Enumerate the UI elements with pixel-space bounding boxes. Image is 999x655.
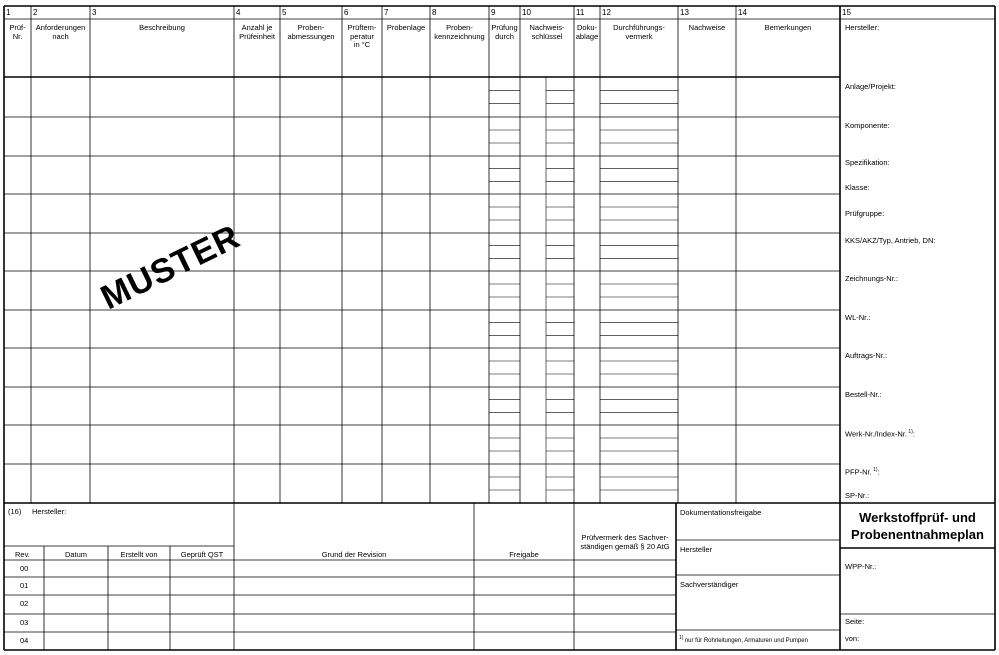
revision-row-00: 00 xyxy=(20,564,29,573)
right-panel-label-9: Auftrags-Nr.: xyxy=(845,351,888,360)
column-header-7: Probenlage xyxy=(386,23,426,32)
footnote-mark: 1) xyxy=(871,467,878,473)
column-number-2: 2 xyxy=(33,8,38,17)
column-header-2: Anforderungen nach xyxy=(35,23,86,41)
right-panel-label-2: Komponente: xyxy=(845,121,890,130)
column-header-10: Nachweis- schlüssel xyxy=(529,23,565,41)
right-panel-label-8: WL-Nr.: xyxy=(845,313,871,322)
column-header-9: Prüfung durch xyxy=(491,23,518,41)
label-colon: : xyxy=(912,429,915,439)
column-header-1: Prüf- Nr. xyxy=(9,23,26,41)
column-number-7: 7 xyxy=(384,8,389,17)
column-number-6: 6 xyxy=(344,8,349,17)
approval-dokumentationsfreigabe: Dokumentationsfreigabe xyxy=(680,508,762,517)
revision-row-02: 02 xyxy=(20,599,29,608)
revision-header-erstellt: Erstellt von xyxy=(120,550,158,559)
wpp-number-label: WPP-Nr.: xyxy=(845,562,877,571)
revision-row-03: 03 xyxy=(20,618,29,627)
revision-header-pruefvermerk: Prüfvermerk des Sachver- ständigen gemäß § 20 AtG xyxy=(580,533,670,551)
column-number-3: 3 xyxy=(92,8,97,17)
right-panel-label-11: Werk-Nr./Index-Nr. $^{1)}$: xyxy=(845,429,915,439)
page-label: Seite: xyxy=(845,617,865,626)
column-header-4: Anzahl je Prüfeinheit xyxy=(239,23,275,41)
muster-watermark: MUSTER xyxy=(95,217,247,318)
column-header-13: Nachweise xyxy=(688,23,726,32)
column-number-8: 8 xyxy=(432,8,437,17)
column-header-3: Beschreibung xyxy=(139,23,185,32)
column-header-11: Doku- ablage xyxy=(575,23,599,41)
revision-section-number: (16) xyxy=(8,507,22,516)
column-header-6: Prüftem- peratur in °C xyxy=(347,23,377,49)
column-number-4: 4 xyxy=(236,8,241,17)
label-colon: : xyxy=(877,467,880,477)
column-number-13: 13 xyxy=(680,8,689,17)
column-header-12: Durchführungs- vermerk xyxy=(613,23,665,41)
document-title: Werkstoffprüf- und Probenentnahmeplan xyxy=(851,510,984,542)
right-panel-label-7: Zeichnungs-Nr.: xyxy=(845,274,898,283)
footnote-mark: 1) xyxy=(906,429,913,435)
approval-sachverstaendiger: Sachverständiger xyxy=(680,580,739,589)
approval-footnote xyxy=(679,635,808,645)
column-number-15: 15 xyxy=(842,8,851,17)
right-panel-label-0: Hersteller: xyxy=(845,23,880,32)
revision-header-geprueft: Geprüft QST xyxy=(180,550,224,559)
approval-footnote-text: nur für Rohrleitungen, Armaturen und Pumpen xyxy=(684,638,808,644)
right-panel-label-5: Prüfgruppe: xyxy=(845,209,885,218)
right-panel-label-4: Klasse: xyxy=(845,183,870,192)
column-number-10: 10 xyxy=(522,8,531,17)
right-panel-label-13: SP-Nr.: xyxy=(845,491,870,500)
column-number-5: 5 xyxy=(282,8,287,17)
column-number-14: 14 xyxy=(738,8,747,17)
footnote-mark: 1) xyxy=(679,635,685,641)
revision-header-grund: Grund der Revision xyxy=(321,550,387,559)
right-panel-label-12: PFP-Nr. $^{1)}$: xyxy=(845,467,880,477)
right-panel-label-10: Bestell-Nr.: xyxy=(845,390,882,399)
right-panel-label-1: Anlage/Projekt: xyxy=(845,82,896,91)
revision-header-freigabe: Freigabe xyxy=(509,550,539,559)
column-number-11: 11 xyxy=(576,8,585,17)
revision-row-04: 04 xyxy=(20,636,29,645)
column-number-12: 12 xyxy=(602,8,611,17)
right-panel-label-6: KKS/AKZ/Typ, Antrieb, DN: xyxy=(845,236,936,245)
revision-section-label: Hersteller: xyxy=(32,507,67,516)
column-number-1: 1 xyxy=(6,8,11,17)
right-panel-label-3: Spezifikation: xyxy=(845,158,890,167)
column-header-5: Proben- abmessungen xyxy=(287,23,335,41)
revision-header-datum: Datum xyxy=(64,550,88,559)
column-header-8: Proben- kennzeichnung xyxy=(434,23,485,41)
revision-header-rev: Rev. xyxy=(15,550,30,559)
revision-row-01: 01 xyxy=(20,581,29,590)
column-number-9: 9 xyxy=(491,8,496,17)
page-of-label: von: xyxy=(845,634,860,643)
approval-hersteller: Hersteller xyxy=(680,545,713,554)
column-header-14: Bemerkungen xyxy=(764,23,812,32)
